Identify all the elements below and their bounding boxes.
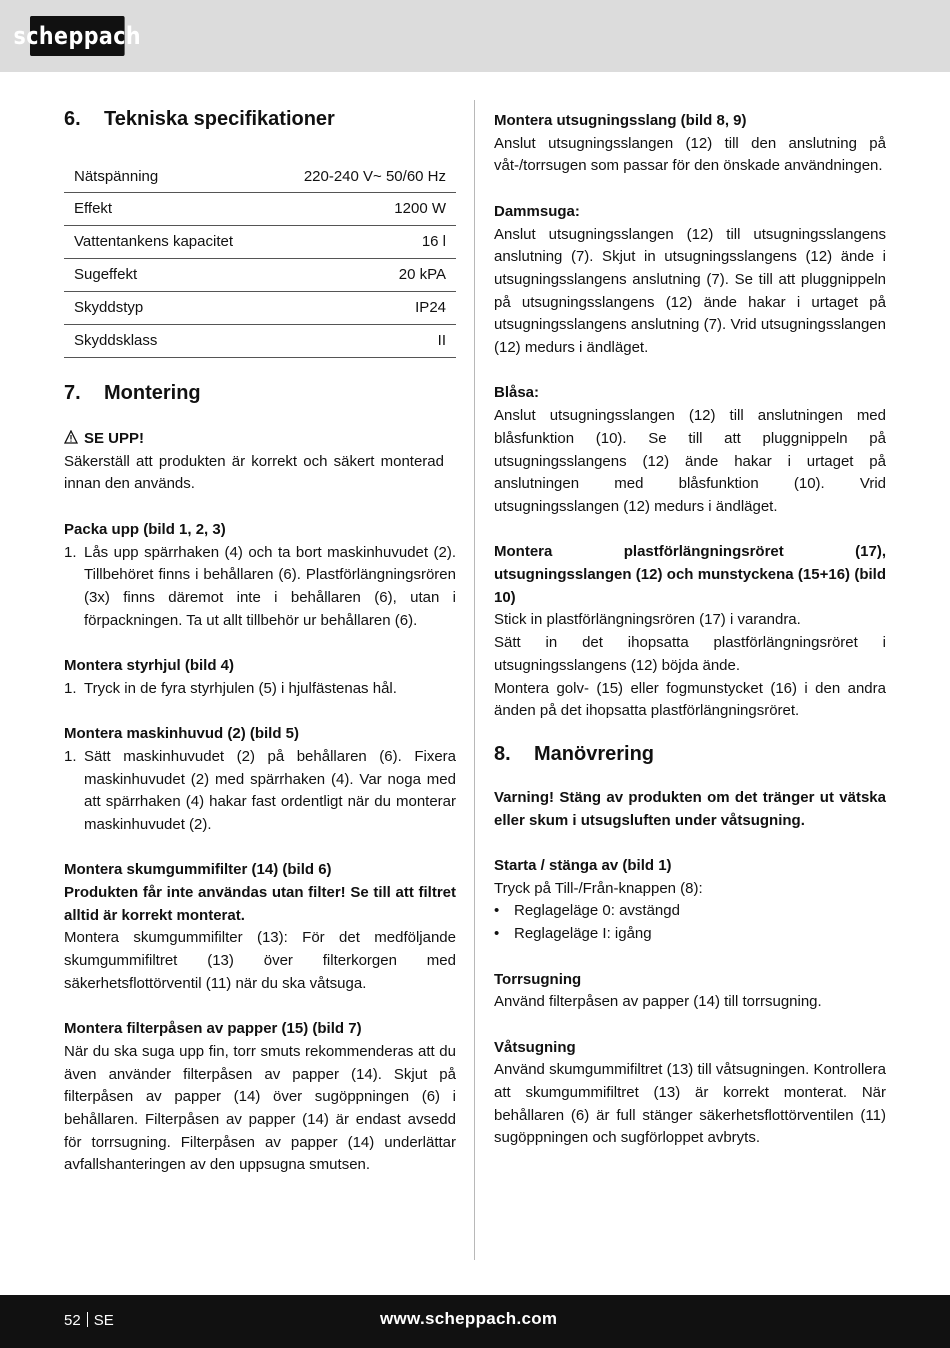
spec-value: 220-240 V~ 50/60 Hz bbox=[303, 167, 446, 185]
blow-heading: Blåsa: bbox=[494, 384, 540, 402]
spec-label: Vattentankens kapacitet bbox=[74, 232, 233, 250]
footer-separator bbox=[87, 1312, 88, 1327]
spec-row bbox=[64, 292, 456, 325]
page-number: 52 bbox=[64, 1312, 81, 1329]
warning-title-line bbox=[64, 428, 456, 451]
list-text: Tryck in de fyra styrhjulen (5) i hjulfästenas hål. bbox=[84, 679, 397, 697]
list-text: Sätt maskinhuvudet (2) på behållaren (6). Fixera maskinhuvudet (2) med spärrhaken (4). Var noga med att spärrhaken (4) hakar fast ordentligt när du monterar maskinhuvudet (2). bbox=[84, 747, 456, 833]
spec-label: Sugeffekt bbox=[74, 265, 138, 283]
website-link[interactable]: www.scheppach.com bbox=[380, 1309, 558, 1328]
list-item bbox=[64, 746, 456, 837]
bullet-text: Reglageläge 0: avstängd bbox=[514, 902, 680, 920]
dry-text: Använd filterpåsen av papper (14) till torrsugning. bbox=[494, 993, 822, 1011]
foam-heading: Montera skumgummifilter (14) (bild 6) bbox=[64, 861, 332, 879]
bullet-item bbox=[494, 923, 886, 946]
wheels-heading: Montera styrhjul (bild 4) bbox=[64, 657, 235, 674]
operation-warning: Varning! Stäng av produkten om det tränger ut vätska eller skum i utsugsluften under våtsugning. bbox=[494, 788, 886, 829]
header-bar bbox=[0, 0, 950, 72]
head-heading: Montera maskinhuvud (2) (bild 5) bbox=[64, 725, 300, 743]
list-number: 1. bbox=[64, 543, 77, 561]
foam-warning: Produkten får inte användas utan filter! Se till att filtret alltid är korrekt monterat. bbox=[64, 884, 456, 924]
right-column bbox=[494, 110, 886, 1150]
warning-text: Säkerställ att produkten är korrekt och säkert monterad innan den används. bbox=[64, 452, 444, 493]
warning-block bbox=[64, 428, 456, 496]
wet-text: Använd skumgummifiltret (13) till våtsugningen. Kontrollera att skumgummifiltret (13) är korrekt monterat. När behållaren (6) är full stänger säkerhetsflottörventilen (11) sugöppningen och sugförloppet avbryts. bbox=[494, 1061, 886, 1147]
vacuum-heading: Dammsuga: bbox=[494, 202, 580, 220]
wet-heading: Våtsugning bbox=[494, 1038, 576, 1056]
foam-text: Montera skumgummifilter (13): För det medföljande skumgummifiltret (13) över filterkorgen med säkerhetsflottörventil (11) när du ska våtsuga. bbox=[64, 929, 456, 992]
start-intro: Tryck på Till-/Från-knappen (8): bbox=[494, 879, 703, 897]
section-title: Montering bbox=[104, 382, 201, 404]
spec-value: IP24 bbox=[415, 298, 446, 316]
list-item bbox=[64, 542, 456, 633]
section-number: 8. bbox=[494, 742, 511, 765]
bullet-item bbox=[494, 900, 886, 923]
scheppach-logo: scheppach bbox=[30, 16, 125, 56]
spec-label: Skyddstyp bbox=[74, 298, 144, 316]
spec-row bbox=[64, 259, 456, 292]
list-number: 1. bbox=[64, 679, 77, 697]
blow-text: Anslut utsugningsslangen (12) till anslutningen med blåsfunktion (10). Se till att pluggnippeln på utsugningsslangens (12) ände hakar i urtaget på anslutningen med blåsfunktion (10). Vrid utsugningsslangen (12) medurs i ändläget. bbox=[494, 407, 886, 515]
page-indicator bbox=[64, 1312, 114, 1329]
unpack-heading: Packa upp (bild 1, 2, 3) bbox=[64, 520, 226, 538]
paper-text: När du ska suga upp fin, torr smuts rekommenderas att du även använder filterpåsen av papper (14). Skjut på filterpåsen av papper (14) över sugöppningen (6) i behållaren. Filterpåsen av papper (14) är endast avsedd för torrsugning. Filterpåsen av papper (14) underlättar avfallshanteringen av den uppsugna smutsen. bbox=[64, 1042, 456, 1174]
footer-bar bbox=[0, 1295, 950, 1348]
section-number: 6. bbox=[64, 108, 81, 130]
spec-value: 20 kPA bbox=[398, 265, 446, 283]
spec-row bbox=[64, 193, 456, 226]
warning-triangle-icon bbox=[64, 430, 78, 444]
extension-heading: Montera plastförlängningsröret (17), utsugningsslangen (12) och munstyckena (15+16) (bild 10) bbox=[494, 543, 886, 606]
list-number: 1. bbox=[64, 747, 77, 765]
spec-value: II bbox=[437, 331, 446, 349]
section-title: Tekniska specifikationer bbox=[104, 108, 335, 130]
extension-line: Stick in plastförlängningsrören (17) i varandra. bbox=[494, 611, 801, 629]
dry-heading: Torrsugning bbox=[494, 970, 582, 988]
start-heading: Starta / stänga av (bild 1) bbox=[494, 857, 672, 875]
spec-value: 1200 W bbox=[394, 199, 446, 217]
spec-row bbox=[64, 325, 456, 358]
list-text: Lås upp spärrhaken (4) och ta bort maskinhuvudet (2). Tillbehöret finns i behållaren (6). Plastförlängningsrören (3x) finns däremot inte i behållaren (6), utan i förpackningen. Ta ut allt tillbehör ur behållaren (6). bbox=[84, 543, 456, 629]
column-divider bbox=[474, 100, 475, 1260]
bullet-dot: • bbox=[494, 902, 500, 920]
spec-label: Nätspänning bbox=[74, 167, 159, 185]
spec-label: Skyddsklass bbox=[74, 331, 158, 349]
section-8-heading bbox=[494, 741, 886, 767]
left-column bbox=[64, 100, 456, 1177]
hose-heading: Montera utsugningsslang (bild 8, 9) bbox=[494, 112, 747, 129]
section-6-heading bbox=[64, 106, 456, 132]
page-language: SE bbox=[93, 1312, 114, 1329]
spec-value: 16 l bbox=[421, 232, 446, 250]
bullet-dot: • bbox=[494, 925, 500, 943]
warning-title: SE UPP! bbox=[84, 430, 145, 447]
spec-row bbox=[64, 226, 456, 259]
section-title: Manövrering bbox=[534, 742, 655, 765]
paper-heading: Montera filterpåsen av papper (15) (bild 7) bbox=[64, 1020, 362, 1038]
section-7-heading bbox=[64, 380, 456, 406]
vacuum-text: Anslut utsugningsslangen (12) till utsugningsslangens anslutning (7). Skjut in utsugningsslangens (12) ände i utsugningsslangens anslutning (7). Se till att pluggnippeln på utsugningsslangens (12) ände hakar i urtaget på utsugningsslangens anslutning (7). Vrid utsugningsslangen (12) medurs i ändläget. bbox=[494, 225, 886, 357]
list-item bbox=[64, 678, 456, 701]
section-number: 7. bbox=[64, 382, 81, 404]
spec-row bbox=[64, 162, 456, 193]
hose-text: Anslut utsugningsslangen (12) till den anslutning på våt-/torrsugen som passar för den önskade användningen. bbox=[494, 134, 886, 175]
extension-line: Sätt in det ihopsatta plastförlängningsröret i utsugningsslangens (12) böjda ände. bbox=[494, 634, 886, 674]
extension-line: Montera golv- (15) eller fogmunstycket (16) i den andra änden på det ihopsatta plastförlängningsröret. bbox=[494, 679, 886, 720]
bullet-text: Reglageläge I: igång bbox=[514, 925, 652, 943]
spec-table bbox=[64, 162, 456, 358]
spec-label: Effekt bbox=[74, 199, 113, 217]
